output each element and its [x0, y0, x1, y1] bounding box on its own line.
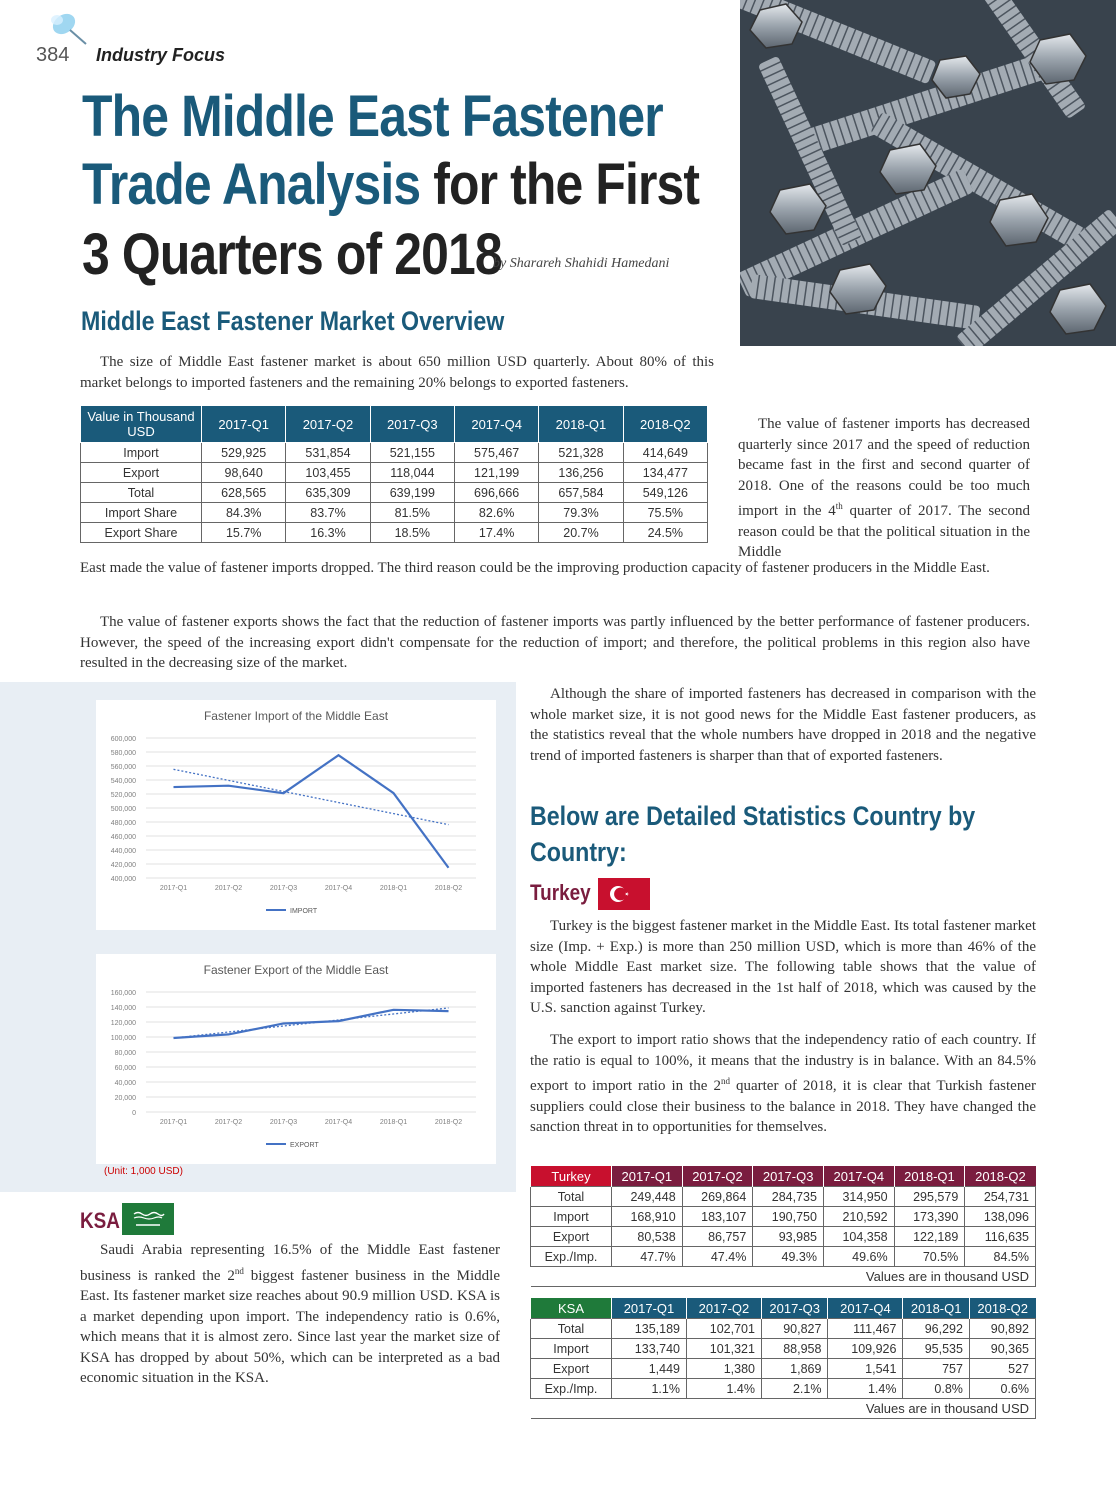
x-tick-label: 2017-Q1: [159, 885, 188, 892]
x-tick-label: 2017-Q3: [269, 885, 298, 892]
col-header: 2017-Q4: [454, 406, 538, 443]
row-label: Import: [531, 1339, 612, 1359]
title-teal-part: Trade Analysis: [82, 152, 421, 217]
cell: 111,467: [828, 1319, 903, 1339]
cell: 90,892: [969, 1319, 1035, 1339]
overview-table: [80, 405, 708, 543]
cell: 136,256: [539, 463, 623, 483]
cell: 101,321: [686, 1339, 761, 1359]
cell: 93,985: [753, 1227, 824, 1247]
cell: 98,640: [202, 463, 286, 483]
chart-title: Fastener Import of the Middle East: [203, 709, 389, 723]
cell: 527: [969, 1359, 1035, 1379]
row-label: Import: [81, 443, 202, 463]
y-tick-label: 460,000: [110, 834, 136, 841]
x-tick-label: 2017-Q3: [269, 1119, 298, 1126]
series-line: [174, 755, 449, 868]
cell: 79.3%: [539, 503, 623, 523]
turkey-heading: Turkey: [530, 880, 591, 905]
col-header: 2018-Q2: [969, 1298, 1035, 1319]
x-tick-label: 2018-Q2: [434, 885, 463, 892]
cell: 1,380: [686, 1359, 761, 1379]
y-tick-label: 560,000: [110, 764, 136, 771]
cell: 122,189: [894, 1227, 965, 1247]
cell: 81.5%: [370, 503, 454, 523]
side-text-b: quarter of 2017. The second reason could be that the political situation in the Middle: [738, 503, 1030, 560]
overview-para-3: Although the share of imported fasteners has decreased in comparison with the whole market size, it is not good news for the Middle East fastener producers, as the statistics reveal that the whole numbers have dropped in 2018 and the negative trend of imported fasteners is sharper than that of exported fasteners.: [530, 686, 1036, 764]
table-row: [81, 443, 708, 463]
cell: 116,635: [965, 1227, 1036, 1247]
table-row: [81, 523, 708, 543]
cell: 24.5%: [623, 523, 707, 543]
cell: 1,869: [761, 1359, 827, 1379]
cell: 16.3%: [286, 523, 370, 543]
cell: 757: [903, 1359, 969, 1379]
side-paragraph: [738, 414, 1030, 563]
turkey-para-2-b: quarter of 2018, it is clear that Turkish fastener suppliers could close their business to the balance in 2018. They have changed the sanction threat in to opportunities for themselves.: [530, 1078, 1036, 1135]
cell: 1,449: [612, 1359, 687, 1379]
y-tick-label: 580,000: [110, 750, 136, 757]
cell: 657,584: [539, 483, 623, 503]
x-tick-label: 2017-Q2: [214, 885, 243, 892]
overview-intro: The size of Middle East fastener market is about 650 million USD quarterly. About 80% of this market belongs to imported fasteners and the remaining 20% belongs to exported fasteners.: [80, 354, 714, 391]
cell: 1.4%: [686, 1379, 761, 1399]
x-tick-label: 2018-Q1: [379, 1119, 408, 1126]
cell: 49.3%: [753, 1247, 824, 1267]
table-row: [531, 1319, 1036, 1339]
cell: 414,649: [623, 443, 707, 463]
y-tick-label: 100,000: [110, 1035, 136, 1042]
page-number: 384: [36, 44, 70, 66]
cell: 133,740: [612, 1339, 687, 1359]
cell: 168,910: [612, 1207, 683, 1227]
chart-title: Fastener Export of the Middle East: [203, 963, 389, 977]
col-header: 2017-Q3: [761, 1298, 827, 1319]
y-tick-label: 480,000: [110, 820, 136, 827]
cell: 121,199: [454, 463, 538, 483]
table-row: [81, 503, 708, 523]
title-line-3: 3 Quarters of 2018: [82, 222, 502, 287]
ksa-sup: nd: [234, 1265, 244, 1276]
title-line-1: The Middle East Fastener: [82, 84, 663, 149]
legend-label: EXPORT: [290, 1142, 319, 1149]
row-label: Total: [531, 1319, 612, 1339]
table-row: [531, 1227, 1036, 1247]
ksa-para-b: biggest fastener business in the Middle East. Its fastener market size reaches about 90.9 million USD. KSA is a market depending upon import. The independency ratio is 0.6%, which means that it is almost zero. Since last year the market size of KSA has dropped by about 50%, which can be interpreted as a bad economic situation in the KSA.: [80, 1267, 500, 1386]
col-header: 2017-Q1: [202, 406, 286, 443]
table-row: [531, 1247, 1036, 1267]
cell: 75.5%: [623, 503, 707, 523]
row-label: Export: [81, 463, 202, 483]
cell: 96,292: [903, 1319, 969, 1339]
cell: 254,731: [965, 1187, 1036, 1207]
cell: 1.4%: [828, 1379, 903, 1399]
y-tick-label: 120,000: [110, 1020, 136, 1027]
row-label: Total: [531, 1187, 612, 1207]
byline: by Sharareh Shahidi Hamedani: [493, 256, 670, 271]
x-tick-label: 2017-Q4: [324, 1119, 353, 1126]
cell: 295,579: [894, 1187, 965, 1207]
col-header: 2017-Q2: [286, 406, 370, 443]
table-header-row: [81, 406, 708, 443]
cell: 1.1%: [612, 1379, 687, 1399]
overview-heading: Middle East Fastener Market Overview: [81, 306, 505, 336]
cell: 49.6%: [823, 1247, 894, 1267]
cell: 84.3%: [202, 503, 286, 523]
table-row: [531, 1187, 1036, 1207]
cell: 2.1%: [761, 1379, 827, 1399]
title-dark-part: for the First: [420, 152, 700, 217]
y-tick-label: 420,000: [110, 862, 136, 869]
ksa-paragraph: [80, 1240, 500, 1389]
col-header: 2018-Q1: [894, 1166, 965, 1187]
cell: 83.7%: [286, 503, 370, 523]
y-tick-label: 520,000: [110, 792, 136, 799]
cell: 531,854: [286, 443, 370, 463]
cell: 635,309: [286, 483, 370, 503]
turkey-table: [530, 1166, 1036, 1287]
table-row: [81, 463, 708, 483]
col-header: 2017-Q1: [612, 1166, 683, 1187]
col-header: 2017-Q3: [370, 406, 454, 443]
cell: 549,126: [623, 483, 707, 503]
detail-heading-line-2: Country:: [530, 837, 627, 867]
row-label: Exp./Imp.: [531, 1247, 612, 1267]
table-note: Values are in thousand USD: [531, 1267, 1036, 1287]
cell: 90,827: [761, 1319, 827, 1339]
y-tick-label: 80,000: [114, 1050, 136, 1057]
cell: 104,358: [823, 1227, 894, 1247]
cell: 134,477: [623, 463, 707, 483]
table-header-row: [531, 1298, 1036, 1319]
cell: 82.6%: [454, 503, 538, 523]
x-tick-label: 2018-Q2: [434, 1119, 463, 1126]
cell: 314,950: [823, 1187, 894, 1207]
cell: 521,328: [539, 443, 623, 463]
col-header: 2018-Q1: [903, 1298, 969, 1319]
row-label: Import Share: [81, 503, 202, 523]
cell: 103,455: [286, 463, 370, 483]
pushpin-icon: [30, 0, 90, 46]
overview-continuation: East made the value of fastener imports dropped. The third reason could be the improving production capacity of fastener producers in the Middle East.: [80, 560, 990, 576]
col-header: 2018-Q2: [965, 1166, 1036, 1187]
y-tick-label: 60,000: [114, 1065, 136, 1072]
turkey-para-2-a: The export to import ratio shows that the independency ratio of each country. If the ratio is equal to 100%, it means that the industry is in balance. With an 84.5% export to import ratio in the 2: [530, 1032, 1036, 1094]
turkey-sup: nd: [720, 1076, 730, 1086]
cell: 1,541: [828, 1359, 903, 1379]
row-label: Export: [531, 1227, 612, 1247]
col-header: 2018-Q2: [623, 406, 707, 443]
cell: 17.4%: [454, 523, 538, 543]
cell: 0.8%: [903, 1379, 969, 1399]
col-header: 2017-Q2: [682, 1166, 753, 1187]
ksa-flag-icon: [122, 1203, 174, 1235]
cell: 20.7%: [539, 523, 623, 543]
overview-para-2: The value of fastener exports shows the fact that the reduction of fastener imports was partly influenced by the better performance of fastener producers. However, the speed of the increasing export didn't compensate for the reduction of import; and therefore, the political problems in this region also have resulted in the decreasing size of the market.: [80, 614, 1030, 671]
table-note-row: [531, 1267, 1036, 1287]
chart-panel: [0, 682, 516, 1192]
cell: 86,757: [682, 1227, 753, 1247]
cell: 88,958: [761, 1339, 827, 1359]
cell: 84.5%: [965, 1247, 1036, 1267]
cell: 138,096: [965, 1207, 1036, 1227]
cell: 521,155: [370, 443, 454, 463]
title-line-2: [82, 152, 699, 218]
header-label: Turkey: [531, 1166, 612, 1187]
table-row: [531, 1339, 1036, 1359]
y-tick-label: 0: [132, 1110, 136, 1117]
cell: 15.7%: [202, 523, 286, 543]
ksa-para-a: Saudi Arabia representing 16.5% of the Middle East fastener business is ranked the 2: [80, 1242, 500, 1284]
table-note: Values are in thousand USD: [531, 1399, 1036, 1419]
cell: 47.7%: [612, 1247, 683, 1267]
cell: 135,189: [612, 1319, 687, 1339]
cell: 210,592: [823, 1207, 894, 1227]
row-label: Export Share: [81, 523, 202, 543]
side-sup: th: [835, 501, 843, 511]
y-tick-label: 540,000: [110, 778, 136, 785]
turkey-para-2: [530, 1030, 1036, 1138]
cell: 249,448: [612, 1187, 683, 1207]
y-tick-label: 500,000: [110, 806, 136, 813]
table-row: [531, 1359, 1036, 1379]
cell: 80,538: [612, 1227, 683, 1247]
cell: 190,750: [753, 1207, 824, 1227]
row-label: Exp./Imp.: [531, 1379, 612, 1399]
row-label: Total: [81, 483, 202, 503]
cell: 183,107: [682, 1207, 753, 1227]
col-header: 2018-Q1: [539, 406, 623, 443]
cell: 173,390: [894, 1207, 965, 1227]
cell: 628,565: [202, 483, 286, 503]
y-tick-label: 600,000: [110, 736, 136, 743]
table-row: [81, 483, 708, 503]
y-tick-label: 160,000: [110, 990, 136, 997]
import-chart: [96, 700, 496, 930]
ksa-heading: KSA: [80, 1208, 120, 1233]
import-chart-svg: [96, 700, 496, 930]
col-header: 2017-Q4: [828, 1298, 903, 1319]
detail-heading-line-1: Below are Detailed Statistics Country by: [530, 801, 976, 831]
screws-photo: [740, 0, 1116, 346]
cell: 284,735: [753, 1187, 824, 1207]
x-tick-label: 2017-Q4: [324, 885, 353, 892]
cell: 269,864: [682, 1187, 753, 1207]
cell: 0.6%: [969, 1379, 1035, 1399]
cell: 639,199: [370, 483, 454, 503]
y-tick-label: 440,000: [110, 848, 136, 855]
x-tick-label: 2017-Q2: [214, 1119, 243, 1126]
col-header: 2017-Q2: [686, 1298, 761, 1319]
section-tag: Industry Focus: [96, 45, 226, 65]
cell: 95,535: [903, 1339, 969, 1359]
side-text-a: The value of fastener imports has decreased quarterly since 2017 and the speed of reduction became fast in the first and second quarter of 2018. One of the reasons could be too much import in the 4: [738, 416, 1030, 519]
cell: 696,666: [454, 483, 538, 503]
y-tick-label: 140,000: [110, 1005, 136, 1012]
cell: 18.5%: [370, 523, 454, 543]
cell: 575,467: [454, 443, 538, 463]
table-header-row: [531, 1166, 1036, 1187]
col-header: 2017-Q1: [612, 1298, 687, 1319]
table-row: [531, 1379, 1036, 1399]
y-tick-label: 40,000: [114, 1080, 136, 1087]
table-row: [531, 1207, 1036, 1227]
x-tick-label: 2017-Q1: [159, 1119, 188, 1126]
cell: 70.5%: [894, 1247, 965, 1267]
trendline: [174, 769, 449, 824]
legend-label: IMPORT: [290, 908, 318, 915]
unit-note: (Unit: 1,000 USD): [104, 1166, 183, 1177]
header-label: Value in Thousand USD: [81, 406, 202, 443]
cell: 118,044: [370, 463, 454, 483]
cell: 102,701: [686, 1319, 761, 1339]
y-tick-label: 20,000: [114, 1095, 136, 1102]
col-header: 2017-Q4: [823, 1166, 894, 1187]
ksa-table: [530, 1298, 1036, 1419]
x-tick-label: 2018-Q1: [379, 885, 408, 892]
export-chart-svg: [96, 954, 496, 1164]
cell: 529,925: [202, 443, 286, 463]
cell: 90,365: [969, 1339, 1035, 1359]
y-tick-label: 400,000: [110, 876, 136, 883]
cell: 47.4%: [682, 1247, 753, 1267]
table-note-row: [531, 1399, 1036, 1419]
col-header: 2017-Q3: [753, 1166, 824, 1187]
turkey-para-1: Turkey is the biggest fastener market in the Middle East. Its total fastener market size (Imp. + Exp.) is more than 250 million USD, which is more than 46% of the whole Middle East market size. The following table shows that the value of imported fasteners has decreased in the 1st half of 2018, which was caused by the U.S. sanction against Turkey.: [530, 918, 1036, 1016]
header-label: KSA: [531, 1298, 612, 1319]
cell: 109,926: [828, 1339, 903, 1359]
row-label: Export: [531, 1359, 612, 1379]
row-label: Import: [531, 1207, 612, 1227]
export-chart: [96, 954, 496, 1164]
turkey-flag-icon: [598, 878, 650, 910]
